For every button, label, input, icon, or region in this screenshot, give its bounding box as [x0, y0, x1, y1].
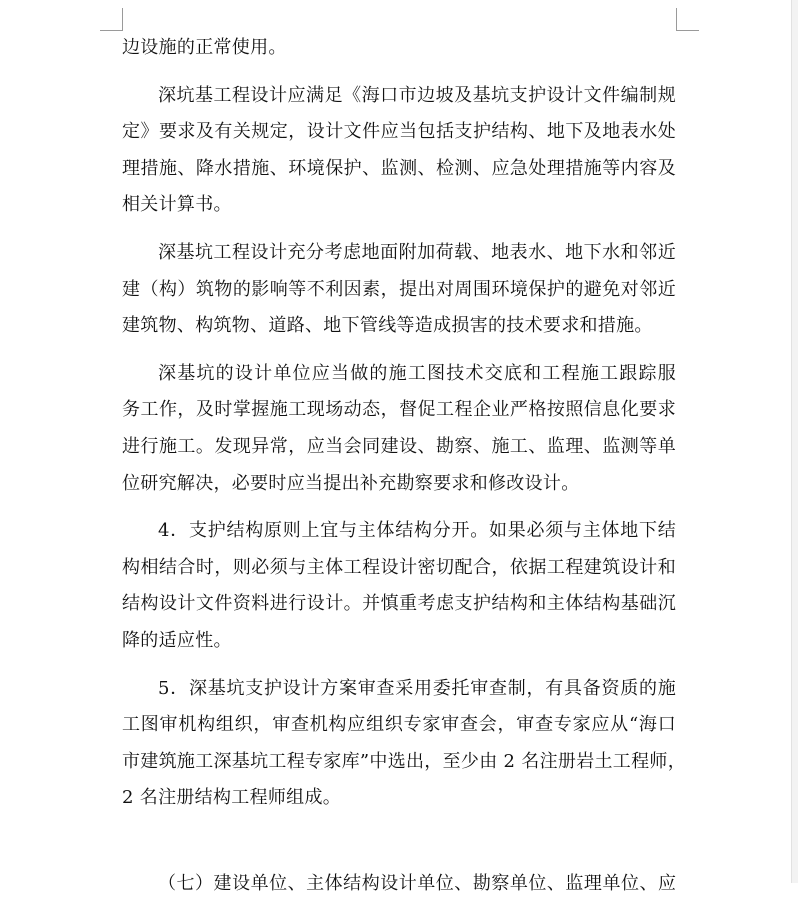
- partially-visible-line: [122, 866, 676, 894]
- paragraph: [122, 671, 686, 817]
- text-line: 降的适应性。: [122, 629, 232, 651]
- text-line: 边设施的正常使用。: [122, 37, 287, 58]
- text-line: 深基坑的设计单位应当做的施工图技术交底和工程施工跟踪服: [158, 362, 676, 384]
- paragraph: [122, 30, 676, 67]
- text-line: 深基坑工程设计充分考虑地面附加荷载、地表水、地下水和邻近: [158, 241, 676, 263]
- cut-off-text-line: （七）建设单位、主体结构设计单位、勘察单位、监理单位、应: [158, 873, 676, 894]
- text-line: 2 名注册结构工程师组成。: [122, 787, 342, 809]
- paragraph: [122, 356, 676, 502]
- document-body: [122, 30, 686, 828]
- text-line: 5．深基坑支护设计方案审查采用委托审查制，有具备资质的施: [158, 677, 676, 699]
- text-line: 定》要求及有关规定，设计文件应当包括支护结构、地下及地表水处: [122, 121, 676, 143]
- text-line: 市建筑施工深基坑工程专家库”中选出，至少由 2 名注册岩土工程师，: [122, 750, 686, 772]
- paragraph: [122, 235, 676, 345]
- text-line: 务工作，及时掌握施工现场动态，督促工程企业严格按照信息化要求: [122, 399, 676, 421]
- text-line: 结构设计文件资料进行设计。并慎重考虑支护结构和主体结构基础沉: [122, 593, 676, 615]
- text-line: 进行施工。发现异常，应当会同建设、勘察、施工、监理、监测等单: [122, 435, 676, 457]
- text-line: 建（构）筑物的影响等不利因素，提出对周围环境保护的避免对邻近: [122, 278, 676, 300]
- paragraph: [122, 513, 676, 659]
- text-line: 位研究解决，必要时应当提出补充勘察要求和修改设计。: [122, 472, 580, 494]
- text-line: 工图审机构组织，审查机构应组织专家审查会，审查专家应从“海口: [122, 714, 676, 736]
- margin-corner-mark-right: [676, 8, 699, 31]
- text-line: 4．支护结构原则上宜与主体结构分开。如果必须与主体地下结: [158, 520, 676, 542]
- text-line: 深坑基工程设计应满足《海口市边坡及基坑支护设计文件编制规: [158, 84, 676, 106]
- text-line: 理措施、降水措施、环境保护、监测、检测、应急处理措施等内容及: [122, 157, 676, 179]
- text-line: 相关计算书。: [122, 194, 232, 216]
- text-line: 建筑物、构筑物、道路、地下管线等造成损害的技术要求和措施。: [122, 315, 653, 337]
- text-line: 构相结合时，则必须与主体工程设计密切配合，依据工程建筑设计和: [122, 556, 676, 578]
- paragraph: [122, 78, 676, 224]
- margin-corner-mark-left: [100, 8, 123, 31]
- window-right-edge: [791, 0, 798, 883]
